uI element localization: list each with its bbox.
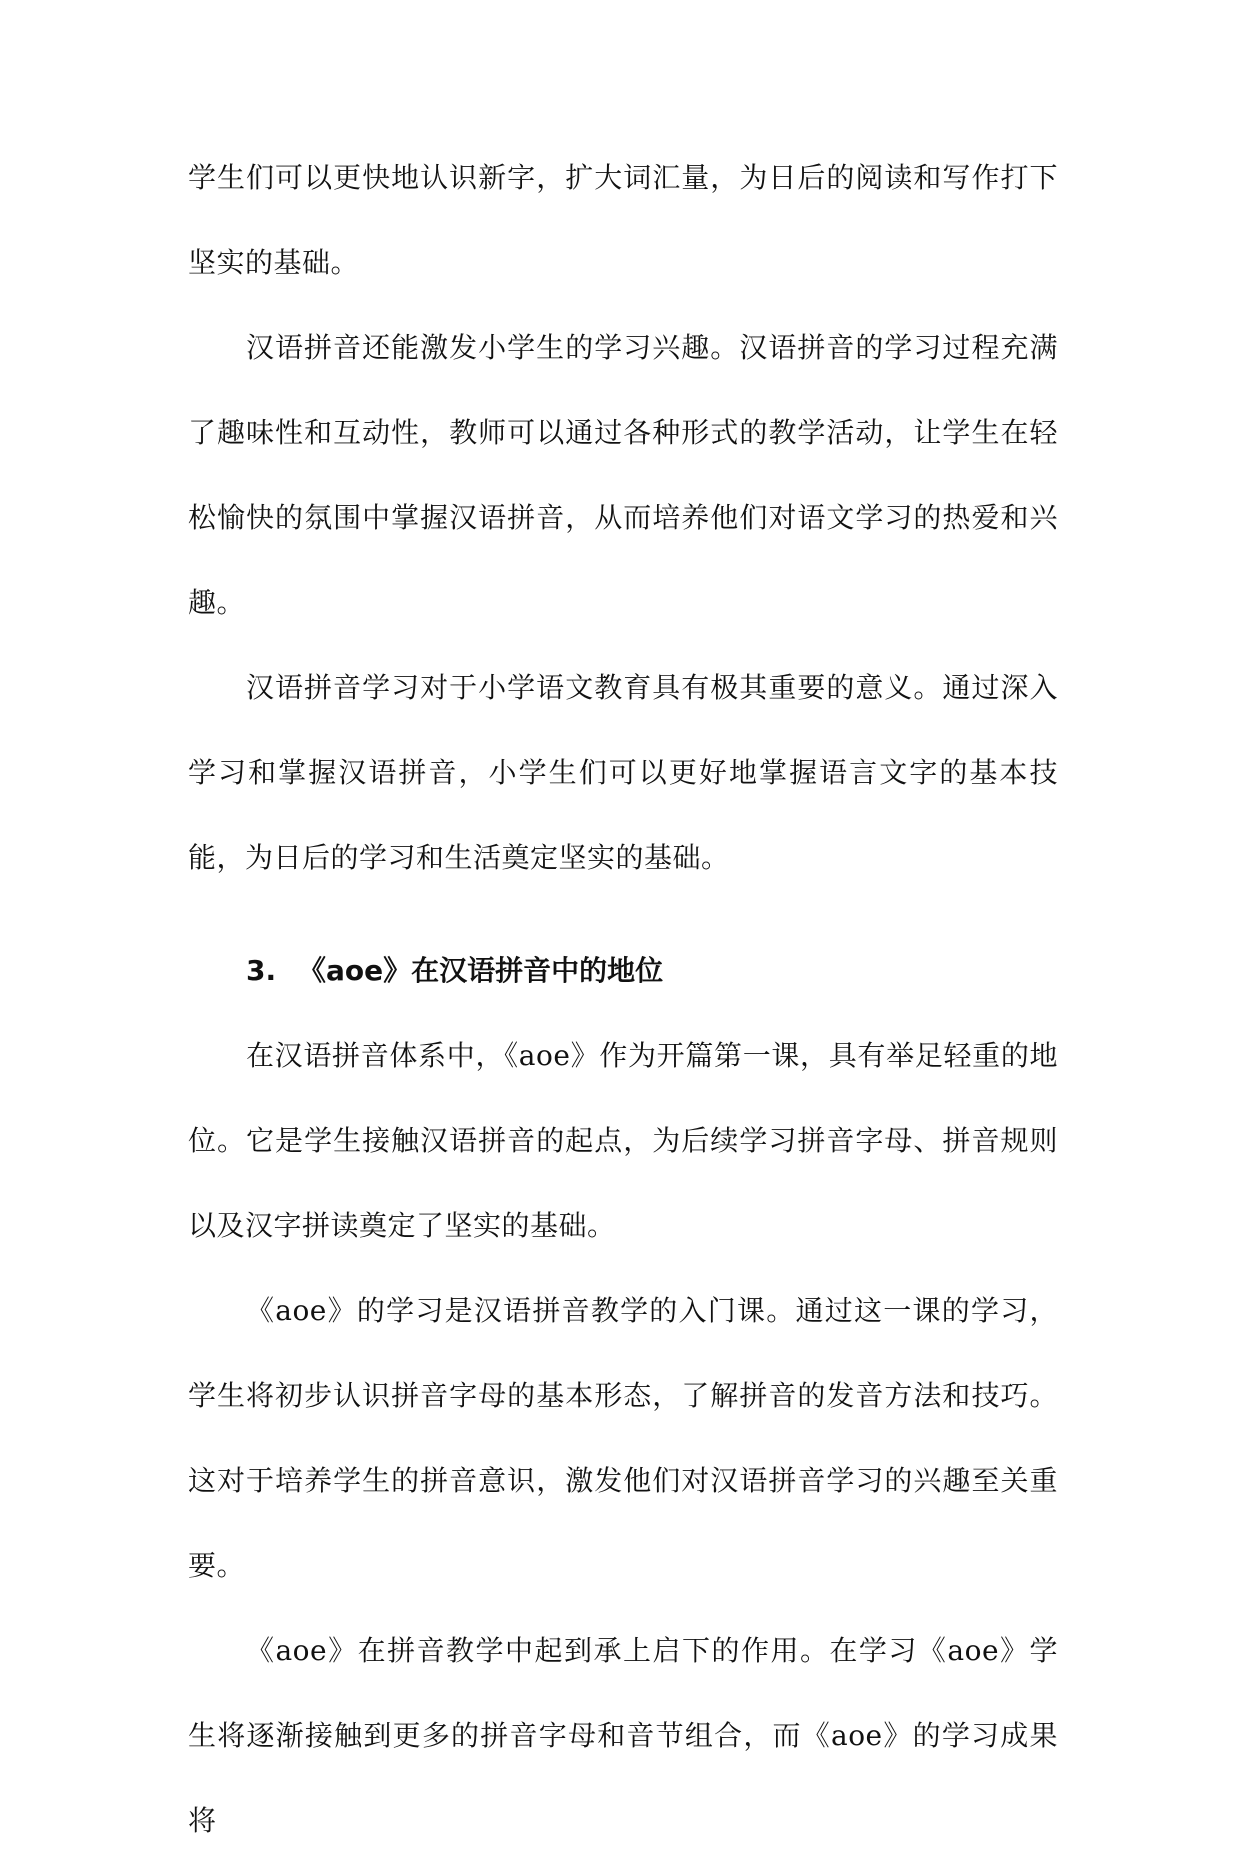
paragraph-position: 在汉语拼音体系中，《aoe》作为开篇第一课，具有举足轻重的地位。它是学生接触汉语拼音的起点，为后续学习拼音字母、拼音规则以及汉字拼读奠定了坚实的基础。 — [188, 1039, 1058, 1242]
document-body — [188, 135, 1058, 1863]
paragraph-bridging-role: 《aoe》在拼音教学中起到承上启下的作用。在学习《aoe》学生将逐渐接触到更多的拼音字母和音节组合，而《aoe》的学习成果将 — [188, 1634, 1058, 1837]
section-number: 3. — [246, 954, 277, 987]
paragraph-significance: 汉语拼音学习对于小学语文教育具有极其重要的意义。通过深入学习和掌握汉语拼音，小学生们可以更好地掌握语言文字的基本技能，为日后的学习和生活奠定坚实的基础。 — [188, 671, 1058, 874]
paragraph-intro-lesson: 《aoe》的学习是汉语拼音教学的入门课。通过这一课的学习，学生将初步认识拼音字母的基本形态，了解拼音的发音方法和技巧。这对于培养学生的拼音意识，激发他们对汉语拼音学习的兴趣至关重要。 — [188, 1294, 1058, 1582]
section-heading — [188, 928, 1058, 1013]
paragraph-interest: 汉语拼音还能激发小学生的学习兴趣。汉语拼音的学习过程充满了趣味性和互动性，教师可以通过各种形式的教学活动，让学生在轻松愉快的氛围中掌握汉语拼音，从而培养他们对语文学习的热爱和兴趣。 — [188, 331, 1058, 619]
section-title: 《aoe》在汉语拼音中的地位 — [298, 954, 664, 987]
paragraph-continuation: 学生们可以更快地认识新字，扩大词汇量，为日后的阅读和写作打下坚实的基础。 — [188, 161, 1058, 279]
